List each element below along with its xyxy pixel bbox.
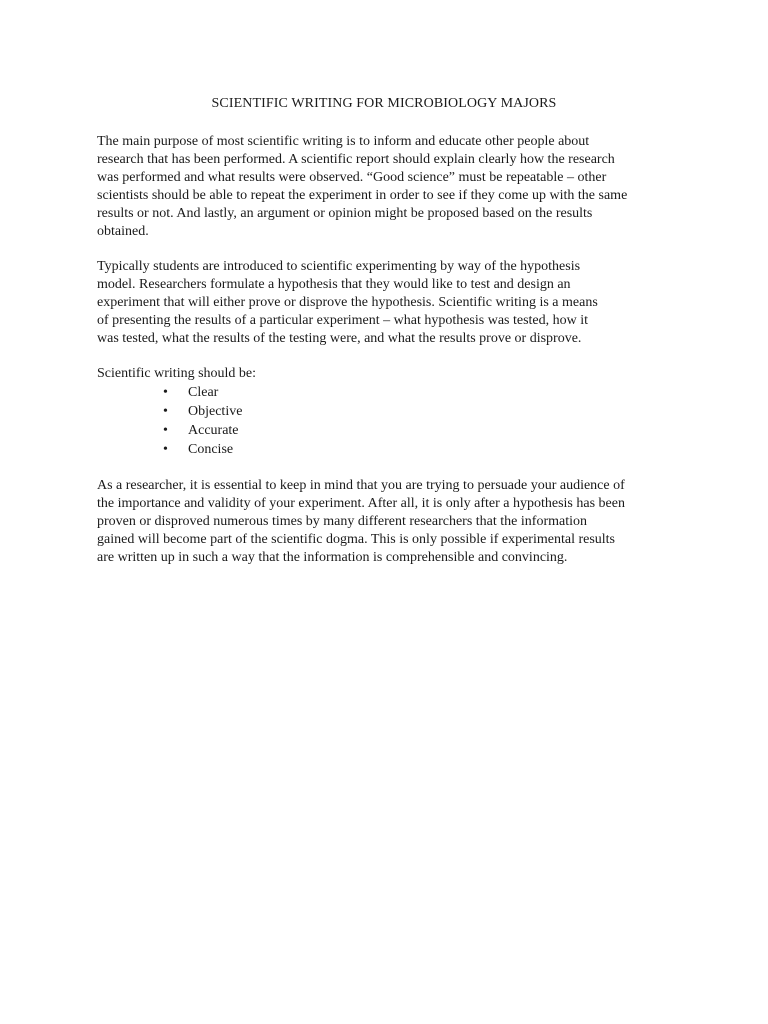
paragraph-line: research that has been performed. A scientific report should explain clearly how the research [97, 151, 615, 167]
list-item-label: Concise [188, 442, 234, 457]
list-item [163, 421, 242, 440]
paragraph-hypothesis [97, 258, 598, 348]
paragraph-line: model. Researchers formulate a hypothesis that they would like to test and design an [97, 276, 571, 292]
qualities-list [163, 383, 242, 459]
paragraph-line: results or not. And lastly, an argument or opinion might be proposed based on the results [97, 205, 593, 221]
list-item [163, 402, 242, 421]
paragraph-line: experiment that will either prove or disprove the hypothesis. Scientific writing is a means [97, 294, 598, 310]
paragraph-line: was performed and what results were observed. “Good science” must be repeatable – other [97, 169, 607, 185]
list-item [163, 383, 242, 402]
list-item-label: Clear [188, 385, 219, 400]
paragraph-purpose [97, 133, 627, 240]
list-intro: Scientific writing should be: [97, 366, 257, 381]
bullet-icon: • [163, 442, 168, 457]
bullet-icon: • [163, 404, 168, 419]
paragraph-line: Typically students are introduced to scientific experimenting by way of the hypothesis [97, 259, 581, 274]
paragraph-line: The main purpose of most scientific writing is to inform and educate other people about [97, 134, 590, 149]
paragraph-line: obtained. [97, 223, 149, 239]
paragraph-line: was tested, what the results of the testing were, and what the results prove or disprove. [97, 330, 582, 346]
bullet-icon: • [163, 423, 168, 438]
bullet-icon: • [163, 385, 168, 400]
list-item-label: Objective [188, 404, 243, 419]
paragraph-line: proven or disproved numerous times by many different researchers that the information [97, 513, 587, 529]
paragraph-line: As a researcher, it is essential to keep in mind that you are trying to persuade your audience of [97, 478, 625, 493]
paragraph-researcher [97, 477, 625, 567]
paragraph-line: gained will become part of the scientific dogma. This is only possible if experimental results [97, 531, 616, 547]
list-item [163, 440, 242, 459]
document-title: SCIENTIFIC WRITING FOR MICROBIOLOGY MAJORS [211, 96, 557, 111]
paragraph-line: scientists should be able to repeat the experiment in order to see if they come up with the same [97, 187, 628, 203]
list-item-label: Accurate [188, 423, 239, 438]
paragraph-line: are written up in such a way that the information is comprehensible and convincing. [97, 549, 568, 565]
paragraph-line: of presenting the results of a particular experiment – what hypothesis was tested, how it [97, 312, 589, 328]
paragraph-line: the importance and validity of your experiment. After all, it is only after a hypothesis has been [97, 495, 625, 511]
